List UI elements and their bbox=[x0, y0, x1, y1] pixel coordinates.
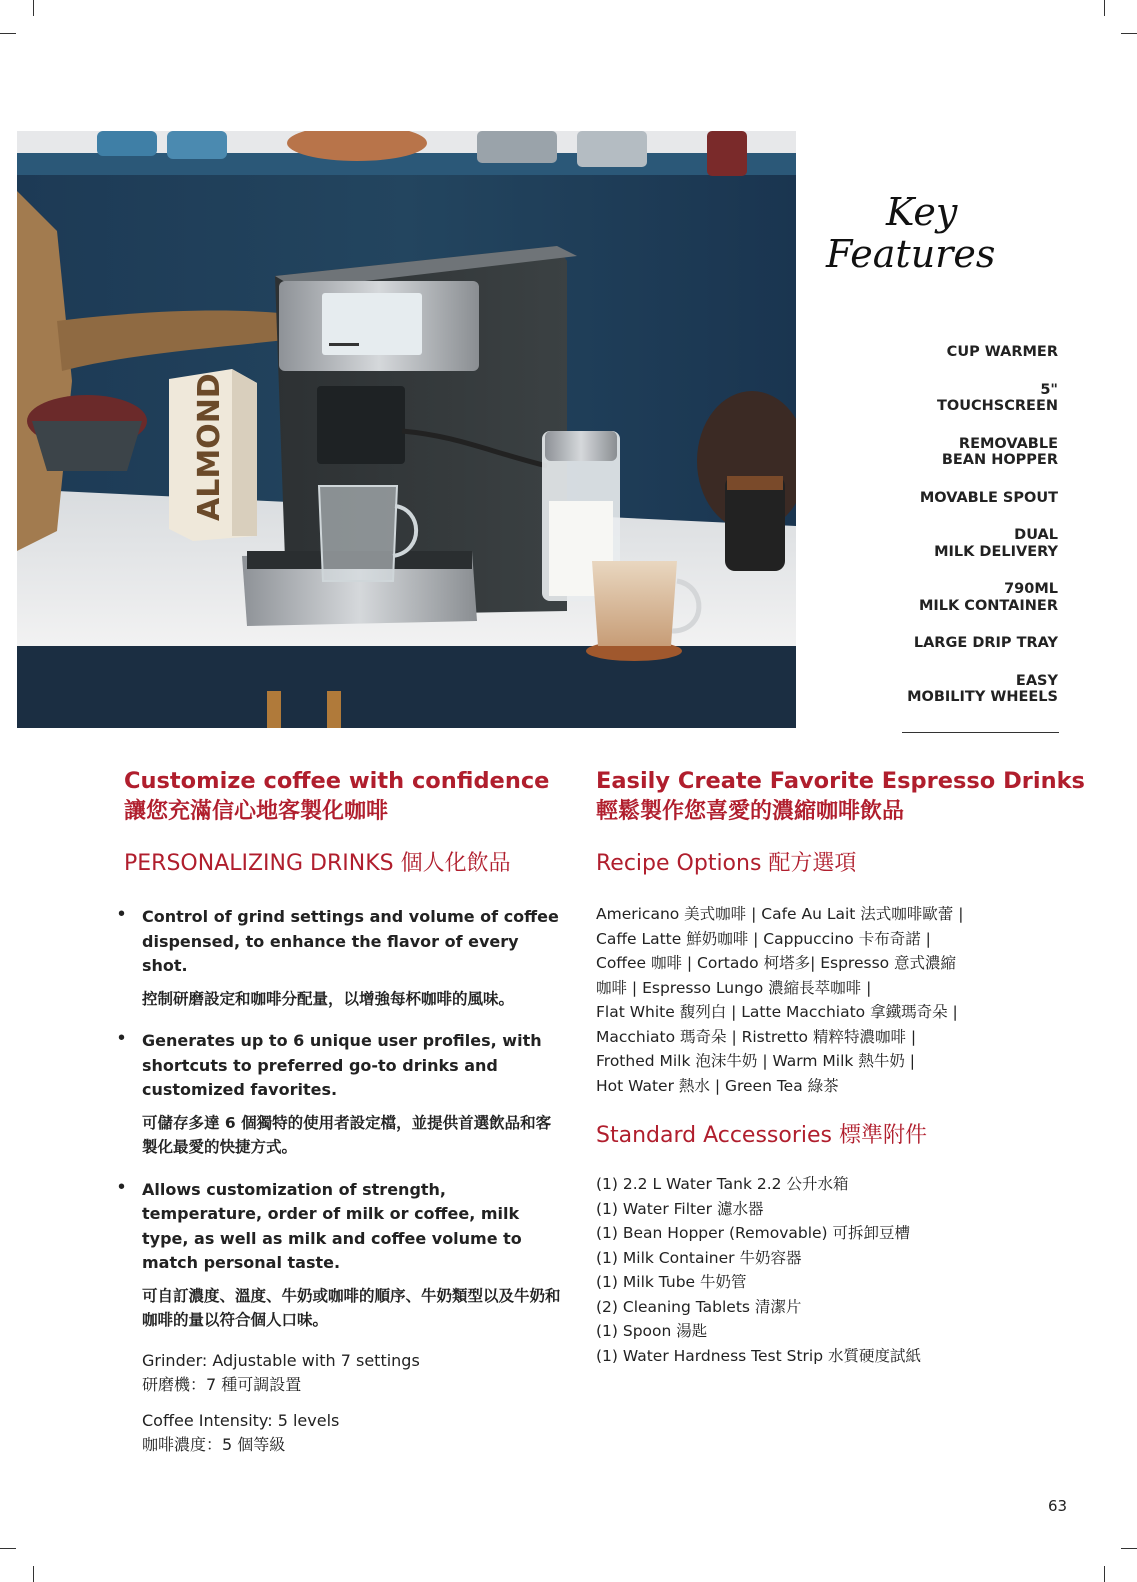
left-column bbox=[124, 766, 564, 1458]
crop-mark bbox=[1121, 1548, 1137, 1549]
intensity-spec-zh: 咖啡濃度：5 個等級 bbox=[142, 1435, 286, 1454]
grinder-spec-en: Grinder: Adjustable with 7 settings bbox=[142, 1350, 420, 1370]
recipe-line: 咖啡 | Espresso Lungo 濃縮長萃咖啡 | bbox=[596, 978, 872, 997]
accessory-item: (1) Water Hardness Test Strip 水質硬度試紙 bbox=[596, 1346, 921, 1365]
key-features-list bbox=[818, 344, 1058, 706]
bullet-text-zh: 可儲存多達 6 個獨特的使用者設定檔，並提供首選飲品和客製化最愛的快捷方式。 bbox=[142, 1113, 552, 1156]
right-heading-zh: 輕鬆製作您喜愛的濃縮咖啡飲品 bbox=[596, 799, 905, 824]
key-features-title bbox=[826, 190, 1006, 290]
features-divider bbox=[902, 732, 1059, 733]
key-features-title-line1: Key bbox=[886, 190, 958, 234]
bullet-text-zh: 可自訂濃度、溫度、牛奶或咖啡的順序、牛奶類型以及牛奶和咖啡的量以符合個人口味。 bbox=[142, 1286, 561, 1329]
accessory-item: (1) Water Filter 濾水器 bbox=[596, 1199, 764, 1218]
feature-touchscreen: 5" TOUCHSCREEN bbox=[937, 381, 1058, 414]
personalizing-subheading: PERSONALIZING DRINKS 個人化飲品 bbox=[124, 851, 511, 876]
product-photo bbox=[17, 131, 796, 728]
recipe-options-list bbox=[596, 902, 1066, 1098]
accessory-item: (1) 2.2 L Water Tank 2.2 公升水箱 bbox=[596, 1175, 849, 1193]
bullet-text-zh: 控制研磨設定和咖啡分配量，以增強每杯咖啡的風味。 bbox=[142, 989, 515, 1008]
left-heading-zh: 讓您充滿信心地客製化咖啡 bbox=[124, 799, 389, 824]
recipe-line: Caffe Latte 鮮奶咖啡 | Cappuccino 卡布奇諾 | bbox=[596, 929, 931, 948]
recipe-line: Frothed Milk 泡沫牛奶 | Warm Milk 熱牛奶 | bbox=[596, 1052, 915, 1070]
right-heading-en: Easily Create Favorite Espresso Drinks bbox=[596, 768, 1085, 794]
grinder-spec-zh: 研磨機：7 種可調設置 bbox=[142, 1375, 302, 1394]
bullet-item bbox=[124, 1029, 564, 1160]
key-features-title-line2: Features bbox=[826, 232, 996, 276]
carton-label: ALMOND bbox=[192, 373, 227, 521]
feature-dual-milk: DUAL MILK DELIVERY bbox=[934, 527, 1058, 560]
crop-mark bbox=[1104, 0, 1105, 16]
recipe-options-title: Recipe Options 配方選項 bbox=[596, 851, 857, 876]
bullet-item bbox=[124, 905, 564, 1011]
crop-mark bbox=[33, 0, 34, 16]
accessories-title: Standard Accessories 標準附件 bbox=[596, 1123, 927, 1148]
recipe-line: Hot Water 熱水 | Green Tea 綠茶 bbox=[596, 1076, 839, 1095]
recipe-line: Americano 美式咖啡 | Cafe Au Lait 法式咖啡歐蕾 | bbox=[596, 905, 964, 923]
feature-bean-hopper: REMOVABLE BEAN HOPPER bbox=[941, 435, 1058, 468]
left-heading-en: Customize coffee with confidence bbox=[124, 768, 550, 794]
feature-cup-warmer: CUP WARMER bbox=[946, 344, 1058, 360]
recipe-line: Coffee 咖啡 | Cortado 柯塔多| Espresso 意式濃縮 bbox=[596, 954, 957, 972]
feature-milk-container: 790ML MILK CONTAINER bbox=[918, 581, 1058, 614]
crop-mark bbox=[33, 1566, 34, 1582]
bullet-text-en: • Generates up to 6 unique user profiles, with shortcuts to preferred go-to drinks and customized favorites. bbox=[142, 1031, 542, 1099]
feature-mobility-wheels: EASY MOBILITY WHEELS bbox=[907, 672, 1058, 705]
accessory-item: (1) Milk Container 牛奶容器 bbox=[596, 1248, 802, 1267]
accessory-item: (2) Cleaning Tablets 清潔片 bbox=[596, 1297, 802, 1316]
bullet-text-en: • Control of grind settings and volume of coffee dispensed, to enhance the flavor of every shot. bbox=[142, 907, 559, 975]
bullet-item bbox=[124, 1178, 564, 1333]
intensity-spec-en: Coffee Intensity: 5 levels bbox=[142, 1410, 340, 1430]
accessory-item: (1) Bean Hopper (Removable) 可拆卸豆槽 bbox=[596, 1224, 911, 1242]
feature-drip-tray: LARGE DRIP TRAY bbox=[913, 635, 1058, 651]
crop-mark bbox=[1121, 33, 1137, 34]
accessory-item: (1) Spoon 湯匙 bbox=[596, 1322, 708, 1340]
accessories-list bbox=[596, 1172, 1066, 1368]
recipe-line: Flat White 馥列白 | Latte Macchiato 拿鐵瑪奇朵 | bbox=[596, 1003, 958, 1021]
crop-mark bbox=[0, 1548, 16, 1549]
feature-bullets bbox=[124, 905, 564, 1333]
crop-mark bbox=[1104, 1566, 1105, 1582]
accessory-item: (1) Milk Tube 牛奶管 bbox=[596, 1273, 747, 1291]
page-number: 63 bbox=[1048, 1497, 1068, 1515]
right-column bbox=[596, 766, 1085, 1368]
crop-mark bbox=[0, 33, 16, 34]
feature-movable-spout: MOVABLE SPOUT bbox=[919, 489, 1058, 506]
bullet-text-en: • Allows customization of strength, temperature, order of milk or coffee, milk type, as well as milk and coffee volume to match personal taste. bbox=[142, 1179, 522, 1272]
recipe-line: Macchiato 瑪奇朵 | Ristretto 精粹特濃咖啡 | bbox=[596, 1027, 917, 1046]
